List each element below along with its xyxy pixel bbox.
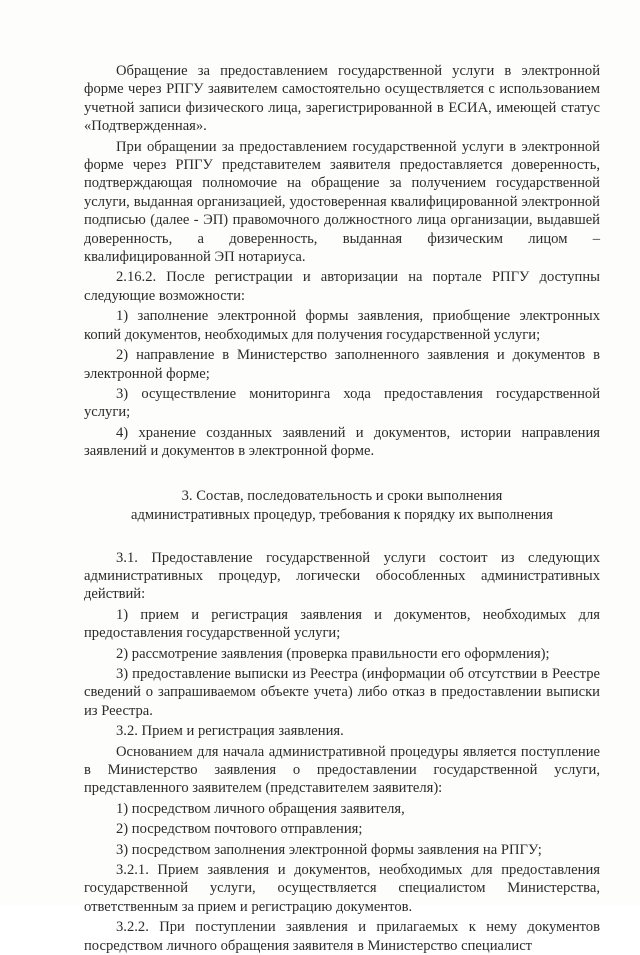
- list-item: 3) предоставление выписки из Реестра (информации об отсутствии в Реестре сведений о запрашиваемом объекте учета) либо отказ в предоставлении выписки из Реестра.: [84, 665, 600, 719]
- list-item: 3) посредством заполнения электронной формы заявления на РПГУ;: [116, 841, 542, 858]
- list-item: 2) рассмотрение заявления (проверка правильности его оформления);: [116, 645, 550, 662]
- section-heading-line: административных процедур, требования к порядку их выполнения: [130, 506, 554, 523]
- paragraph: 3.2.2. При поступлении заявления и прилагаемых к нему документов посредством личного обращения заявителя в Министерство специалист: [84, 919, 600, 954]
- list-item: 4) хранение созданных заявлений и документов, истории направления заявлений и документов в электронной форме.: [84, 424, 600, 460]
- list-item: 1) посредством личного обращения заявителя,: [116, 800, 405, 817]
- section-heading: [84, 487, 600, 525]
- paragraph: Основанием для начала административной процедуры является поступление в Министерство заявления о предоставлении государственной услуги, представленного заявителем (представителем заявителя):: [84, 743, 600, 797]
- paragraph: Обращение за предоставлением государственной услуги в электронной форме через РПГУ заявителем самостоятельно осуществляется с использованием учетной записи физического лица, зарегистрированной в ЕСИА, имеющей статус «Подтвержденная».: [84, 63, 600, 135]
- paragraph: 2.16.2. После регистрации и авторизации на портале РПГУ доступны следующие возможности:: [84, 269, 600, 304]
- list-item: 2) направление в Министерство заполненного заявления и документов в электронной форме;: [84, 347, 600, 382]
- paragraph: 3.1. Предоставление государственной услуги состоит из следующих административных процедур, логически обособленных административных действий:: [84, 549, 600, 603]
- subsection-title: 3.2. Прием и регистрация заявления.: [116, 723, 344, 740]
- list-item: 1) прием и регистрация заявления и документов, необходимых для предоставления государственной услуги;: [84, 606, 600, 642]
- list-item: 3) осуществление мониторинга хода предоставления государственной услуги;: [84, 385, 600, 421]
- document-body: [84, 62, 600, 955]
- list-item: 1) заполнение электронной формы заявления, приобщение электронных копий документов, необходимых для получения государственной услуги;: [84, 308, 600, 343]
- paragraph: При обращении за предоставлением государственной услуги в электронной форме через РПГУ представителем заявителя предоставляется доверенность, подтверждающая полномочие на обращение за получением государственной услуги, выданная организацией, удостоверенная квалифицированной электронной подписью (далее - ЭП) правомочного должностного лица организации, выдавшей доверенность, а доверенность, выданная физическим лицом – квалифицированной ЭП нотариуса.: [84, 138, 600, 266]
- section-heading-line: 3. Состав, последовательность и сроки выполнения: [181, 487, 503, 504]
- list-item: 2) посредством почтового отправления;: [116, 821, 363, 838]
- paragraph: 3.2.1. Прием заявления и документов, необходимых для предоставления государственной услуги, осуществляется специалистом Министерства, ответственным за прием и регистрацию документов.: [84, 862, 600, 915]
